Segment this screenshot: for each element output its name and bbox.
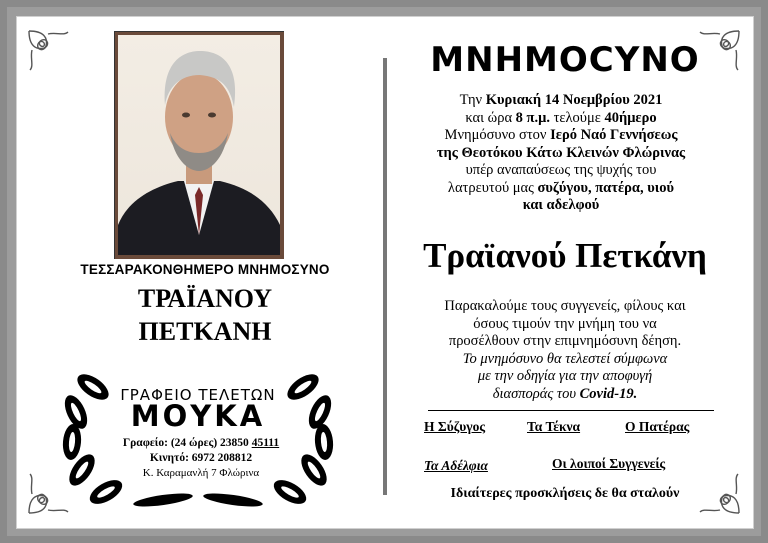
- intro-line: και αδελφού: [522, 197, 600, 213]
- signatory-spouse: Η Σύζυγος: [424, 419, 486, 434]
- funeral-office-phone: [96, 437, 306, 449]
- page-title: ΜΝΗΜΟCΥΝΟ: [430, 40, 700, 80]
- ceremony-details: [388, 92, 734, 215]
- intro-line: λατρευτού μας συζύγου, πατέρα, υιού: [447, 179, 675, 196]
- funeral-home-name: ΜΟΥΚΑ: [130, 399, 266, 433]
- intro-line: Μνημόσυνο στον Ιερό Ναό Γεννήσεως: [444, 127, 678, 143]
- intro-line: της Θεοτόκου Κάτω Κλεινών Φλώρινας: [436, 144, 686, 161]
- last-name-caps: ΠΕΤΚΑΝΗ: [138, 317, 272, 346]
- office-phone-suffix: 45111: [251, 437, 280, 449]
- corner-ornament-icon: [26, 28, 72, 74]
- intro-line: υπέρ αναπαύσεως της ψυχής του: [465, 162, 657, 178]
- deceased-name-caps: [40, 282, 370, 348]
- request-line: με την οδηγία για την αποφυγή: [477, 368, 653, 384]
- request-line: διασποράς του Covid-19.: [492, 385, 638, 402]
- request-line: Παρακαλούμε τους συγγενείς, φίλους και: [444, 298, 686, 314]
- invitation-text: [392, 298, 738, 403]
- deceased-name: Τραϊανού Πετκάνη: [423, 236, 707, 275]
- intro-line: Την Κυριακή 14 Νοεμβρίου 2021: [459, 92, 663, 108]
- signatory-relatives: Οι λοιποί Συγγενείς: [552, 456, 666, 471]
- request-line: προσέλθουν στην επιμνημόσυνη δέηση.: [448, 333, 682, 349]
- memorial-subtitle: ΤΕΣΣΑΡΑΚΟΝΘΗΜΕΡΟ ΜΝΗΜΟΣΥΝΟ: [80, 262, 330, 277]
- request-line: όσους τιμούν την μνήμη του να: [473, 315, 657, 332]
- signatures-divider: [428, 410, 714, 411]
- portrait-photo: [114, 31, 284, 259]
- signatory-father: Ο Πατέρας: [625, 419, 690, 434]
- funeral-address: Κ. Καραμανλή 7 Φλώρινα: [142, 467, 260, 479]
- first-name-caps: ΤΡΑΪΑΝΟΥ: [137, 284, 273, 313]
- signatory-siblings: Τα Αδέλφια: [424, 458, 488, 473]
- portrait-figure: [118, 35, 280, 255]
- vertical-divider: [383, 58, 387, 495]
- office-phone-prefix: Γραφείο: (24 ώρες) 23850: [122, 437, 249, 449]
- funeral-home-label: ΓΡΑΦΕΙΟ ΤΕΛΕΤΩΝ: [120, 386, 276, 404]
- intro-line: και ώρα 8 π.μ. τελούμε 40ήμερο: [465, 109, 657, 126]
- signatory-children: Τα Τέκνα: [527, 419, 581, 434]
- request-line: Το μνημόσυνο θα τελεστεί σύμφωνα: [462, 350, 668, 367]
- footer-note: Ιδιαίτερες προσκλήσεις δε θα σταλούν: [450, 486, 680, 501]
- funeral-mobile: Κινητό: 6972 208812: [149, 452, 253, 464]
